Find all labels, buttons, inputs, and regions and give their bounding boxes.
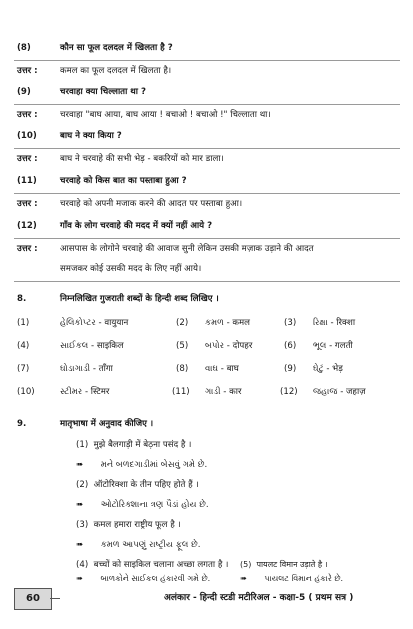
- arrow-icon: ➠: [240, 574, 247, 583]
- section-9-heading: 9. मातृभाषा में अनुवाद कीजिए ।: [17, 419, 154, 429]
- vocab-row: (4) સાઈકલ - साइकिल (5) બપોર - दोपहर (6) ભૂલ - गलती: [17, 341, 353, 351]
- question-10: (10) बाघ ने क्या किया ?: [17, 131, 122, 141]
- vocab-row: (7) ઘોડાગાડી - ताँगा (8) વાઘ - बाघ (9) ઘેટું - भेड़: [17, 364, 343, 374]
- translation-hindi: (3) कमल हमारा राष्ट्रीय फूल है ।: [76, 520, 181, 530]
- page-number: 60: [14, 588, 52, 610]
- divider: [14, 148, 400, 149]
- vocab-row: (1) હેલિકોપ્ટર - वायुयान (2) કમળ - कमल (3) રિક્ષા - रिक्शा: [17, 318, 356, 328]
- answer-12-continued: समजकर कोई उसकी मदद के लिए नहीं आये।: [60, 264, 202, 274]
- answer-10: उत्तर : बाघ ने चरवाहे की सभी भेड़ - बकरियों को मार डाला।: [17, 154, 224, 164]
- answer-11: उत्तर : चरवाहे को अपनी मजाक करने की आदत पर पस्ताबा हुआ।: [17, 199, 243, 209]
- divider: [14, 193, 400, 194]
- section-8-heading: 8. निम्नलिखित गुजराती शब्दों के हिन्दी शब्द लिखिए ।: [17, 294, 219, 304]
- arrow-icon: ➠: [76, 460, 84, 470]
- translation-hindi: (2) ऑटोरिक्शा के तीन पहिए होते हैं ।: [76, 480, 199, 490]
- answer-8: उत्तर : कमल का फूल दलदल में खिलता है।: [17, 66, 172, 76]
- translation-gujarati: ➠ કમળ આપણું રાષ્ટ્રીય ફૂલ છે.: [76, 537, 200, 553]
- translation-gujarati: ➠ બાળકોને સાઈકલ હંકારવી ગમે છે.: [76, 574, 211, 583]
- answer-12: उत्तर : आसपास के लोगोने चरवाहे की आवाज सुनी लेकिन उसकी मज़ाक उड़ाने की आदत: [17, 244, 314, 254]
- divider: [50, 598, 60, 599]
- arrow-icon: ➠: [76, 500, 84, 510]
- arrow-icon: ➠: [76, 540, 84, 550]
- page-footer: [14, 588, 400, 608]
- translation-hindi: (1) मुझे बैलगाड़ी में बेठ़ना पसंद है ।: [76, 440, 192, 450]
- divider: [14, 281, 400, 282]
- vocab-row: (10) સ્ટીમર - स्टिमर (11) ગાડી - कार (12) જહાજ - जहाज़: [17, 387, 366, 397]
- translation-gujarati: ➠ મને બળદગાડીમાં બેસવું ગમે છે.: [76, 457, 207, 473]
- divider: [14, 104, 400, 105]
- footer-title: अलंकार - हिन्दी स्टडी मटीरिअल - कक्षा-5 ( प्रथम सत्र ): [164, 593, 354, 603]
- question-11: (11) चरवाहे को किस बात का पस्ताबा हुआ ?: [17, 176, 187, 186]
- divider: [14, 238, 400, 239]
- translation-gujarati: ➠ પાયલટ વિમાન હંકારે છે.: [240, 574, 344, 583]
- translation-hindi: (5) पायलट विमान उड़ाते है ।: [240, 560, 328, 569]
- answer-9: उत्तर : चरवाहा "बाघ आया, बाघ आया ! बचाओ ! बचाओ !" चिल्लाता था।: [17, 110, 271, 120]
- translation-gujarati: ➠ ઓટોરિક્શાના ત્રણ પૈડાં હોય છે.: [76, 497, 209, 513]
- divider: [14, 60, 400, 61]
- translation-hindi: (4) बच्चों को साइकिल चलाना अच्छा लगता है ।: [76, 560, 229, 570]
- question-8: (8) कौन सा फूल दलदल में खिलता है ?: [17, 43, 173, 53]
- question-12: (12) गाँव के लोग चरवाहे की मदद में क्यों नहीं आये ?: [17, 221, 213, 231]
- question-9: (9) चरवाहा क्या चिल्लाता था ?: [17, 87, 146, 97]
- arrow-icon: ➠: [76, 574, 83, 583]
